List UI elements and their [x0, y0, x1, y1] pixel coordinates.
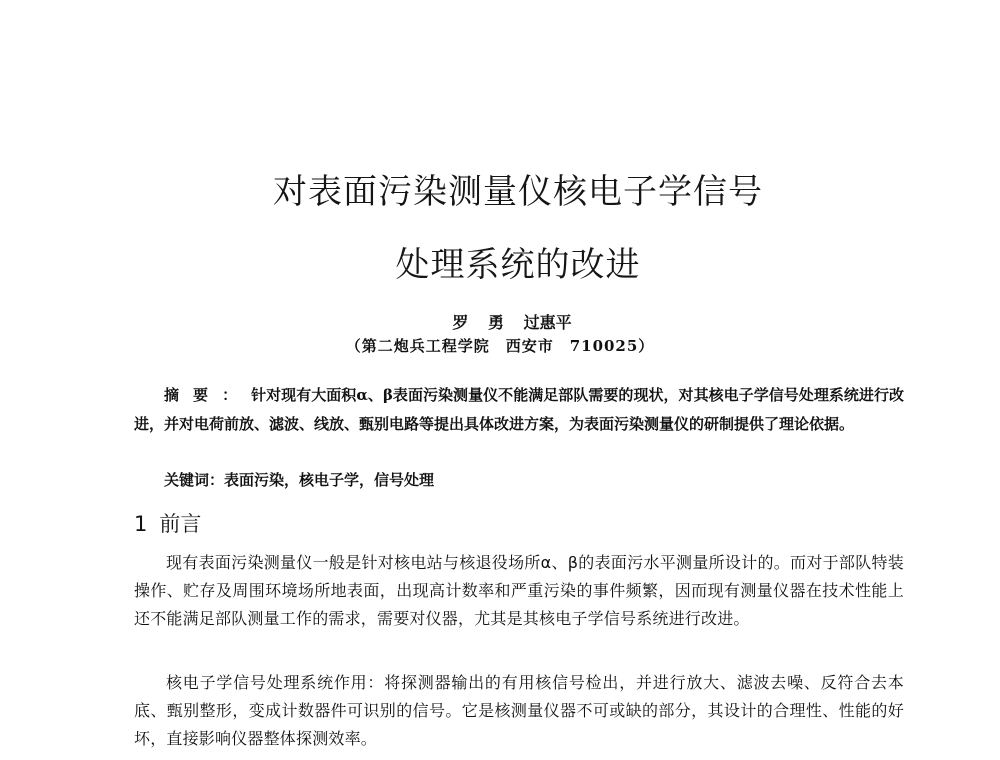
section-number: 1: [134, 512, 148, 536]
abstract-text: 针对现有大面积α、β表面污染测量仪不能满足部队需要的现状，对其核电子学信号处理系统进行改进，并对电荷前放、滤波、线放、甄别电路等提出具体改进方案，为表面污染测量仪的研制提供了理论依据。: [134, 386, 904, 433]
keywords-text: 表面污染，核电子学，信号处理: [224, 471, 435, 489]
abstract-label: 摘要：: [164, 386, 252, 404]
keywords-label: 关键词：: [164, 471, 225, 489]
abstract: [134, 381, 904, 439]
paper-title-line-2: 处理系统的改进: [395, 245, 641, 285]
body-paragraph-2: 核电子学信号处理系统作用：将探测器输出的有用核信号检出，并进行放大、滤波去噪、反符合去本底、甄别整形，变成计数器件可识别的信号。它是核测量仪器不可或缺的部分，其设计的合理性、性能的好坏，直接影响仪器整体探测效率。: [134, 673, 904, 748]
authors: 罗 勇 过惠平: [452, 313, 572, 332]
section-heading: [134, 510, 201, 538]
body-paragraph-1: 现有表面污染测量仪一般是针对核电站与核退役场所α、β的表面污水平测量所设计的。而对于部队特装操作、贮存及周围环境场所地表面，出现高计数率和严重污染的事件频繁，因而现有测量仪器在技术性能上还不能满足部队测量工作的需求，需要对仪器，尤其是其核电子学信号系统进行改进。: [134, 553, 904, 628]
affiliation: （第二炮兵工程学院 西安市 710025）: [345, 337, 655, 355]
section-title: 前言: [159, 512, 202, 536]
paper-title-line-1: 对表面污染测量仪核电子学信号: [273, 172, 763, 212]
keywords: [164, 468, 904, 492]
